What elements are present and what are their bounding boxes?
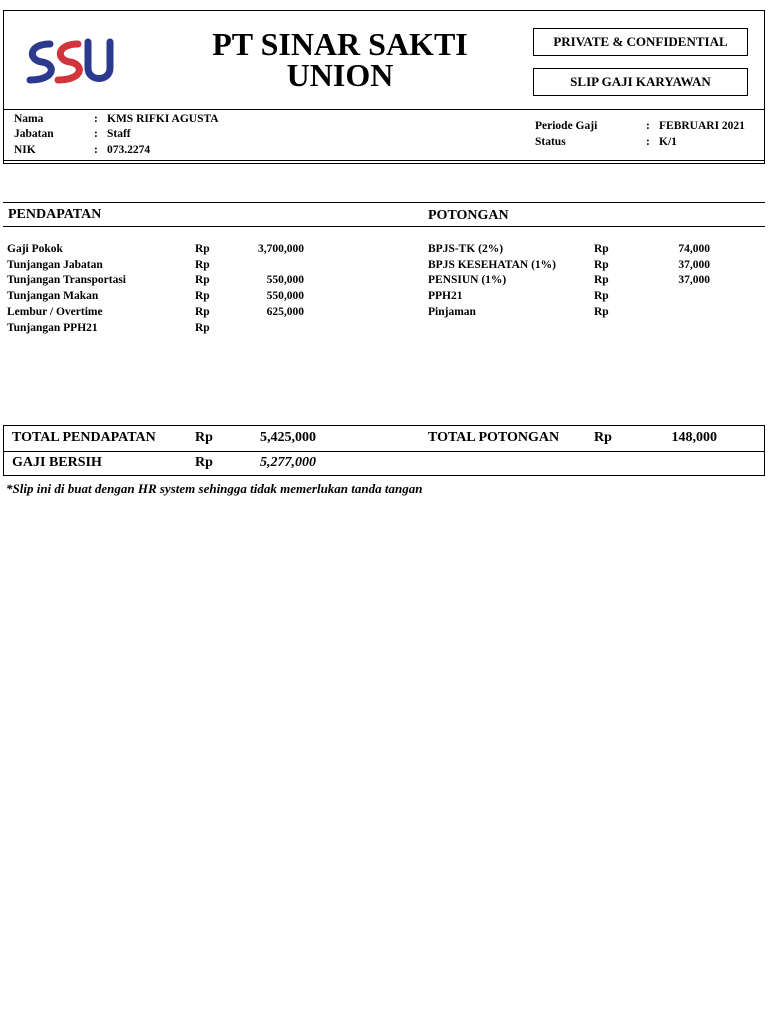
income-row-amount: 625,000 <box>266 306 304 318</box>
deduction-row-label: BPJS-TK (2%) <box>428 243 504 255</box>
income-row-currency: Rp <box>195 259 210 271</box>
income-row-currency: Rp <box>195 243 210 255</box>
confidential-badge <box>533 28 748 56</box>
company-logo <box>22 38 114 86</box>
section-top-line <box>3 202 765 203</box>
name-colon: : <box>94 113 98 125</box>
footnote: *Slip ini di buat dengan HR system sehingga tidak memerlukan tanda tangan <box>6 481 423 496</box>
deduction-row-amount: 37,000 <box>678 274 710 286</box>
income-title: PENDAPATAN <box>8 207 102 222</box>
header-divider <box>3 109 765 110</box>
total-deduction-value: 148,000 <box>671 430 717 445</box>
ssu-logo-icon <box>22 38 114 86</box>
net-salary-currency: Rp <box>195 455 213 470</box>
income-row-currency: Rp <box>195 274 210 286</box>
position-colon: : <box>94 128 98 140</box>
income-row-label: Tunjangan PPH21 <box>7 322 98 334</box>
total-income-value: 5,425,000 <box>260 430 316 445</box>
income-row-currency: Rp <box>195 290 210 302</box>
nik-colon: : <box>94 144 98 156</box>
company-name-line2: UNION <box>286 57 394 93</box>
status-label: Status <box>535 136 566 148</box>
status-colon: : <box>646 136 650 148</box>
deduction-row-currency: Rp <box>594 259 609 271</box>
total-deduction-label: TOTAL POTONGAN <box>428 430 560 445</box>
period-label: Periode Gaji <box>535 120 598 132</box>
income-row-amount: 550,000 <box>266 274 304 286</box>
deduction-row-label: PPH21 <box>428 290 463 302</box>
period-colon: : <box>646 120 650 132</box>
income-row-label: Lembur / Overtime <box>7 306 103 318</box>
period-value: FEBRUARI 2021 <box>659 120 745 132</box>
confidential-text: PRIVATE & CONFIDENTIAL <box>553 34 728 49</box>
total-income-currency: Rp <box>195 430 213 445</box>
deduction-row-label: PENSIUN (1%) <box>428 274 507 286</box>
nik-value: 073.2274 <box>107 144 151 156</box>
net-salary-value: 5,277,000 <box>260 455 316 470</box>
totals-divider <box>3 451 765 452</box>
total-deduction-currency: Rp <box>594 430 612 445</box>
nik-label: NIK <box>14 144 36 156</box>
income-row-currency: Rp <box>195 306 210 318</box>
income-row-label: Tunjangan Makan <box>7 290 99 302</box>
deduction-row-currency: Rp <box>594 243 609 255</box>
income-row-label: Tunjangan Jabatan <box>7 259 103 271</box>
deduction-row-amount: 74,000 <box>678 243 710 255</box>
name-label: Nama <box>14 113 44 125</box>
deduction-row-amount: 37,000 <box>678 259 710 271</box>
income-row-amount: 3,700,000 <box>258 243 304 255</box>
deduction-row-label: BPJS KESEHATAN (1%) <box>428 259 557 271</box>
position-value: Staff <box>107 128 131 140</box>
income-row-label: Tunjangan Transportasi <box>7 274 126 286</box>
income-row-currency: Rp <box>195 322 210 334</box>
name-value: KMS RIFKI AGUSTA <box>107 113 219 125</box>
net-salary-label: GAJI BERSIH <box>12 455 102 470</box>
total-income-label: TOTAL PENDAPATAN <box>12 430 156 445</box>
deduction-row-currency: Rp <box>594 290 609 302</box>
deduction-row-currency: Rp <box>594 274 609 286</box>
header-divider-double <box>3 160 765 161</box>
income-row-label: Gaji Pokok <box>7 243 63 255</box>
position-label: Jabatan <box>14 128 54 140</box>
slip-title-text: SLIP GAJI KARYAWAN <box>570 74 711 89</box>
deduction-row-label: Pinjaman <box>428 306 476 318</box>
deductions-title: POTONGAN <box>428 208 509 223</box>
status-value: K/1 <box>659 136 677 148</box>
section-bottom-line <box>3 226 765 227</box>
income-row-amount: 550,000 <box>266 290 304 302</box>
slip-badge <box>533 68 748 96</box>
deduction-row-currency: Rp <box>594 306 609 318</box>
company-name-line1: PT SINAR SAKTI <box>212 26 468 62</box>
